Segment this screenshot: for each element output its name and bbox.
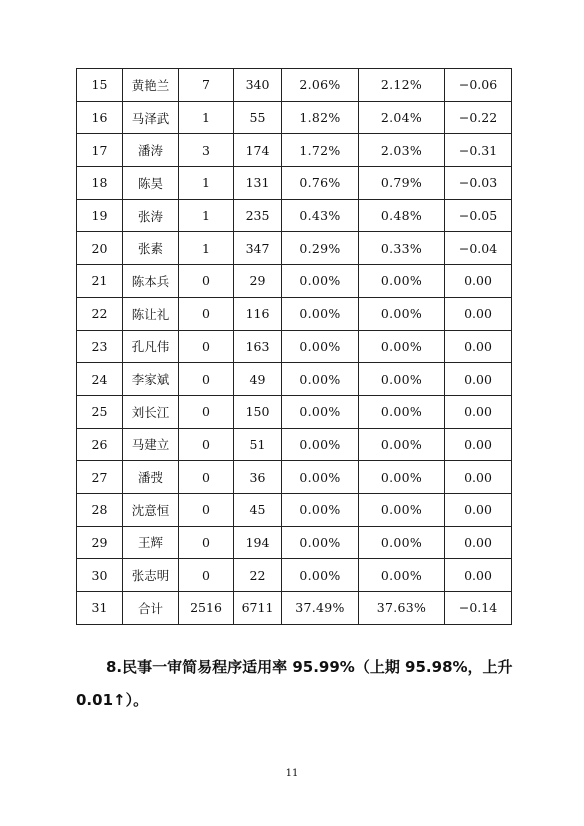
name-cell: 合计 bbox=[123, 592, 179, 625]
previous-rate-cell: 0.00% bbox=[359, 395, 445, 428]
current-rate-cell: 37.49% bbox=[282, 592, 359, 625]
previous-rate-cell: 2.03% bbox=[359, 134, 445, 167]
current-rate-cell: 0.00% bbox=[282, 395, 359, 428]
change-cell: −0.05 bbox=[445, 199, 512, 232]
row-index-cell: 29 bbox=[77, 526, 123, 559]
count-cell: 1 bbox=[179, 232, 234, 265]
current-rate-cell: 0.29% bbox=[282, 232, 359, 265]
total-cell: 45 bbox=[234, 493, 282, 526]
table-row bbox=[77, 134, 512, 167]
previous-rate-cell: 0.00% bbox=[359, 526, 445, 559]
name-cell: 陈本兵 bbox=[123, 265, 179, 298]
total-cell: 49 bbox=[234, 363, 282, 396]
row-index-cell: 31 bbox=[77, 592, 123, 625]
change-cell: 0.00 bbox=[445, 461, 512, 494]
name-cell: 黄艳兰 bbox=[123, 69, 179, 102]
previous-rate-cell: 2.12% bbox=[359, 69, 445, 102]
previous-rate-cell: 2.04% bbox=[359, 101, 445, 134]
table-row bbox=[77, 69, 512, 102]
change-cell: 0.00 bbox=[445, 559, 512, 592]
row-index-cell: 27 bbox=[77, 461, 123, 494]
change-cell: 0.00 bbox=[445, 330, 512, 363]
previous-rate-cell: 37.63% bbox=[359, 592, 445, 625]
change-cell: −0.31 bbox=[445, 134, 512, 167]
count-cell: 0 bbox=[179, 265, 234, 298]
name-cell: 沈意恒 bbox=[123, 493, 179, 526]
total-cell: 131 bbox=[234, 167, 282, 200]
current-rate-cell: 0.76% bbox=[282, 167, 359, 200]
previous-rate-cell: 0.79% bbox=[359, 167, 445, 200]
name-cell: 张涛 bbox=[123, 199, 179, 232]
previous-rate-cell: 0.00% bbox=[359, 265, 445, 298]
table-row bbox=[77, 428, 512, 461]
change-cell: 0.00 bbox=[445, 428, 512, 461]
name-cell: 马泽武 bbox=[123, 101, 179, 134]
change-cell: 0.00 bbox=[445, 395, 512, 428]
table-row bbox=[77, 232, 512, 265]
table-row bbox=[77, 101, 512, 134]
total-cell: 150 bbox=[234, 395, 282, 428]
row-index-cell: 22 bbox=[77, 297, 123, 330]
change-cell: −0.14 bbox=[445, 592, 512, 625]
name-cell: 潘涛 bbox=[123, 134, 179, 167]
name-cell: 刘长江 bbox=[123, 395, 179, 428]
count-cell: 2516 bbox=[179, 592, 234, 625]
total-cell: 347 bbox=[234, 232, 282, 265]
count-cell: 0 bbox=[179, 526, 234, 559]
total-cell: 36 bbox=[234, 461, 282, 494]
count-cell: 0 bbox=[179, 461, 234, 494]
table-row bbox=[77, 526, 512, 559]
name-cell: 孔凡伟 bbox=[123, 330, 179, 363]
name-cell: 王辉 bbox=[123, 526, 179, 559]
row-index-cell: 30 bbox=[77, 559, 123, 592]
current-rate-cell: 0.00% bbox=[282, 428, 359, 461]
previous-rate-cell: 0.00% bbox=[359, 428, 445, 461]
count-cell: 1 bbox=[179, 167, 234, 200]
current-rate-cell: 0.00% bbox=[282, 461, 359, 494]
table-row bbox=[77, 493, 512, 526]
current-rate-cell: 0.43% bbox=[282, 199, 359, 232]
name-cell: 李家斌 bbox=[123, 363, 179, 396]
change-cell: −0.22 bbox=[445, 101, 512, 134]
current-rate-cell: 0.00% bbox=[282, 297, 359, 330]
table-row bbox=[77, 167, 512, 200]
change-cell: 0.00 bbox=[445, 363, 512, 396]
current-rate-cell: 0.00% bbox=[282, 493, 359, 526]
name-cell: 陈昊 bbox=[123, 167, 179, 200]
previous-rate-cell: 0.00% bbox=[359, 297, 445, 330]
previous-rate-cell: 0.00% bbox=[359, 363, 445, 396]
total-cell: 116 bbox=[234, 297, 282, 330]
name-cell: 陈让礼 bbox=[123, 297, 179, 330]
change-cell: 0.00 bbox=[445, 493, 512, 526]
row-index-cell: 19 bbox=[77, 199, 123, 232]
total-cell: 163 bbox=[234, 330, 282, 363]
name-cell: 马建立 bbox=[123, 428, 179, 461]
table-row bbox=[77, 559, 512, 592]
total-cell: 29 bbox=[234, 265, 282, 298]
total-cell: 55 bbox=[234, 101, 282, 134]
current-rate-cell: 0.00% bbox=[282, 330, 359, 363]
count-cell: 0 bbox=[179, 428, 234, 461]
row-index-cell: 20 bbox=[77, 232, 123, 265]
paragraph-line-1: 8.民事一审简易程序适用率 95.99%（上期 95.98%，上升 bbox=[106, 658, 513, 676]
previous-rate-cell: 0.33% bbox=[359, 232, 445, 265]
name-cell: 张素 bbox=[123, 232, 179, 265]
change-cell: 0.00 bbox=[445, 297, 512, 330]
total-cell: 235 bbox=[234, 199, 282, 232]
row-index-cell: 25 bbox=[77, 395, 123, 428]
previous-rate-cell: 0.00% bbox=[359, 330, 445, 363]
table-row bbox=[77, 395, 512, 428]
total-cell: 22 bbox=[234, 559, 282, 592]
count-cell: 0 bbox=[179, 395, 234, 428]
row-index-cell: 23 bbox=[77, 330, 123, 363]
table-row bbox=[77, 265, 512, 298]
page-number: 11 bbox=[285, 768, 299, 779]
change-cell: 0.00 bbox=[445, 265, 512, 298]
table-row bbox=[77, 199, 512, 232]
total-cell: 194 bbox=[234, 526, 282, 559]
count-cell: 3 bbox=[179, 134, 234, 167]
table-row bbox=[77, 363, 512, 396]
previous-rate-cell: 0.48% bbox=[359, 199, 445, 232]
table-row bbox=[77, 461, 512, 494]
change-cell: −0.04 bbox=[445, 232, 512, 265]
row-index-cell: 15 bbox=[77, 69, 123, 102]
row-index-cell: 17 bbox=[77, 134, 123, 167]
total-cell: 340 bbox=[234, 69, 282, 102]
current-rate-cell: 1.72% bbox=[282, 134, 359, 167]
previous-rate-cell: 0.00% bbox=[359, 461, 445, 494]
table-row bbox=[77, 592, 512, 625]
count-cell: 1 bbox=[179, 199, 234, 232]
row-index-cell: 24 bbox=[77, 363, 123, 396]
count-cell: 0 bbox=[179, 363, 234, 396]
current-rate-cell: 2.06% bbox=[282, 69, 359, 102]
current-rate-cell: 0.00% bbox=[282, 559, 359, 592]
row-index-cell: 26 bbox=[77, 428, 123, 461]
current-rate-cell: 1.82% bbox=[282, 101, 359, 134]
change-cell: −0.03 bbox=[445, 167, 512, 200]
current-rate-cell: 0.00% bbox=[282, 526, 359, 559]
count-cell: 1 bbox=[179, 101, 234, 134]
previous-rate-cell: 0.00% bbox=[359, 559, 445, 592]
total-cell: 6711 bbox=[234, 592, 282, 625]
count-cell: 0 bbox=[179, 559, 234, 592]
count-cell: 0 bbox=[179, 297, 234, 330]
count-cell: 0 bbox=[179, 493, 234, 526]
paragraph-line-2: 0.01↑）。 bbox=[76, 691, 149, 709]
total-cell: 174 bbox=[234, 134, 282, 167]
change-cell: 0.00 bbox=[445, 526, 512, 559]
total-cell: 51 bbox=[234, 428, 282, 461]
row-index-cell: 21 bbox=[77, 265, 123, 298]
row-index-cell: 28 bbox=[77, 493, 123, 526]
change-cell: −0.06 bbox=[445, 69, 512, 102]
previous-rate-cell: 0.00% bbox=[359, 493, 445, 526]
count-cell: 0 bbox=[179, 330, 234, 363]
statistics-table bbox=[76, 68, 512, 625]
table-row bbox=[77, 330, 512, 363]
current-rate-cell: 0.00% bbox=[282, 265, 359, 298]
simple-procedure-paragraph bbox=[76, 651, 516, 717]
row-index-cell: 18 bbox=[77, 167, 123, 200]
name-cell: 潘弢 bbox=[123, 461, 179, 494]
current-rate-cell: 0.00% bbox=[282, 363, 359, 396]
name-cell: 张志明 bbox=[123, 559, 179, 592]
row-index-cell: 16 bbox=[77, 101, 123, 134]
table-row bbox=[77, 297, 512, 330]
count-cell: 7 bbox=[179, 69, 234, 102]
